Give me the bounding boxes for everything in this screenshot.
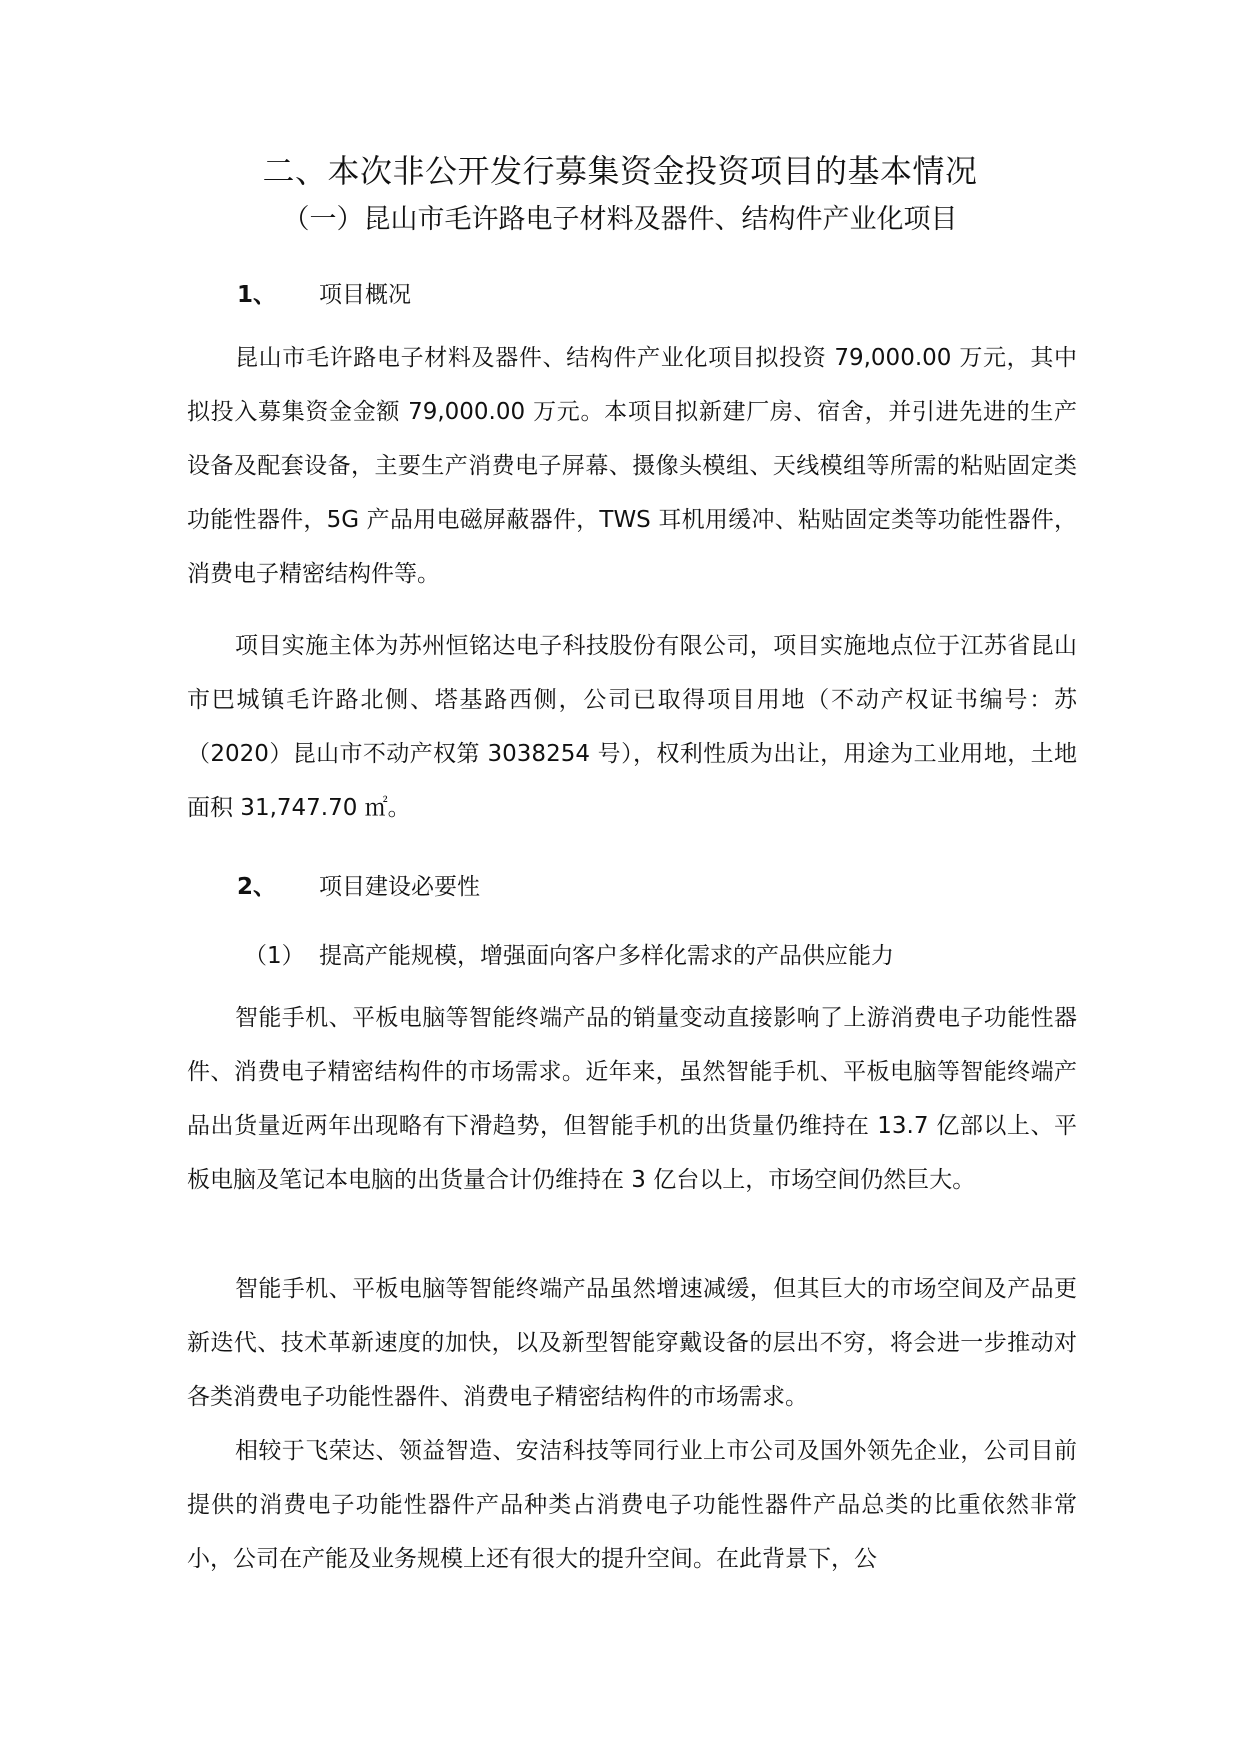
- subsection-1-title: 提高产能规模，增强面向客户多样化需求的产品供应能力: [319, 943, 894, 969]
- document-subtitle: （一）昆山市毛许路电子材料及器件、结构件产业化项目: [282, 204, 958, 235]
- paragraph-competition: 相较于飞荣达、领益智造、安洁科技等同行业上市公司及国外领先企业，公司目前提供的消费电子功能性器件产品种类占消费电子功能性器件产品总类的比重依然非常小，公司在产能及业务规模上还有很大的提升空间。在此背景下，公: [187, 1438, 1077, 1572]
- section-2-heading: [237, 869, 480, 905]
- section-2-title: 项目建设必要性: [319, 874, 480, 900]
- section-2-number: 2、: [237, 874, 277, 900]
- subsection-1-heading: [244, 938, 894, 974]
- section-1-heading: [237, 277, 411, 313]
- section-1-number: 1、: [237, 282, 277, 308]
- paragraph-market-demand: 智能手机、平板电脑等智能终端产品的销量变动直接影响了上游消费电子功能性器件、消费电子精密结构件的市场需求。近年来，虽然智能手机、平板电脑等智能终端产品出货量近两年出现略有下滑趋势，但智能手机的出货量仍维持在 13.7 亿部以上、平板电脑及笔记本电脑的出货量合计仍维持在 3 亿台以上，市场空间仍然巨大。: [187, 1005, 1077, 1193]
- subsection-1-number: （1）: [244, 943, 305, 969]
- section-1-title: 项目概况: [319, 282, 411, 308]
- paragraph-growth: 智能手机、平板电脑等智能终端产品虽然增速减缓，但其巨大的市场空间及产品更新迭代、技术革新速度的加快，以及新型智能穿戴设备的层出不穷，将会进一步推动对各类消费电子功能性器件、消费电子精密结构件的市场需求。: [187, 1276, 1077, 1410]
- paragraph-overview: 昆山市毛许路电子材料及器件、结构件产业化项目拟投资 79,000.00 万元，其中拟投入募集资金金额 79,000.00 万元。本项目拟新建厂房、宿舍，并引进先进的生产设备及配套设备，主要生产消费电子屏幕、摄像头模组、天线模组等所需的粘贴固定类功能性器件，5G 产品用电磁屏蔽器件，TWS 耳机用缓冲、粘贴固定类等功能性器件，消费电子精密结构件等。: [187, 345, 1077, 587]
- document-title: 二、本次非公开发行募集资金投资项目的基本情况: [262, 152, 978, 190]
- paragraph-implementation: 项目实施主体为苏州恒铭达电子科技股份有限公司，项目实施地点位于江苏省昆山市巴城镇毛许路北侧、塔基路西侧，公司已取得项目用地（不动产权证书编号：苏（2020）昆山市不动产权第 3038254 号），权利性质为出让，用途为工业用地，土地面积 31,747.70 ㎡。: [187, 633, 1077, 821]
